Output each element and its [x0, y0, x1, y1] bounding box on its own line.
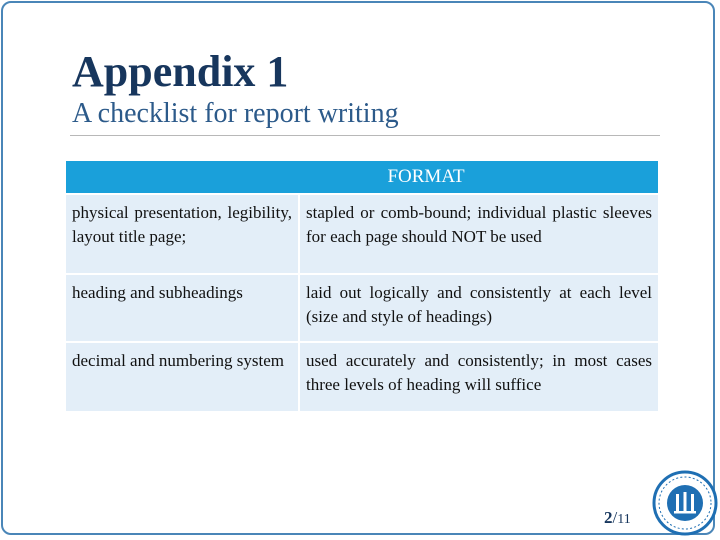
- row-item: physical presentation, legibility, layout title page;: [66, 194, 299, 274]
- slide-subtitle: A checklist for report writing: [72, 98, 399, 129]
- page-number: 2/11: [604, 508, 631, 527]
- row-item: heading and subheadings: [66, 274, 299, 342]
- checklist-table: [66, 161, 658, 411]
- page-total: 11: [617, 512, 631, 527]
- table-header: [66, 161, 658, 194]
- table-row: [66, 194, 658, 274]
- slide-title: Appendix 1: [72, 47, 289, 96]
- row-item: decimal and numbering system: [66, 342, 299, 411]
- university-seal-icon: [652, 470, 718, 536]
- table-header-label: FORMAT: [387, 166, 465, 187]
- row-criteria: used accurately and consistently; in most cases three levels of heading will suffice: [299, 342, 658, 411]
- page-current: 2: [604, 508, 613, 527]
- table-row: [66, 342, 658, 411]
- table-row: [66, 274, 658, 342]
- row-criteria: stapled or comb-bound; individual plastic sleeves for each page should NOT be used: [299, 194, 658, 274]
- row-criteria: laid out logically and consistently at each level (size and style of headings): [299, 274, 658, 342]
- title-divider: [70, 135, 660, 136]
